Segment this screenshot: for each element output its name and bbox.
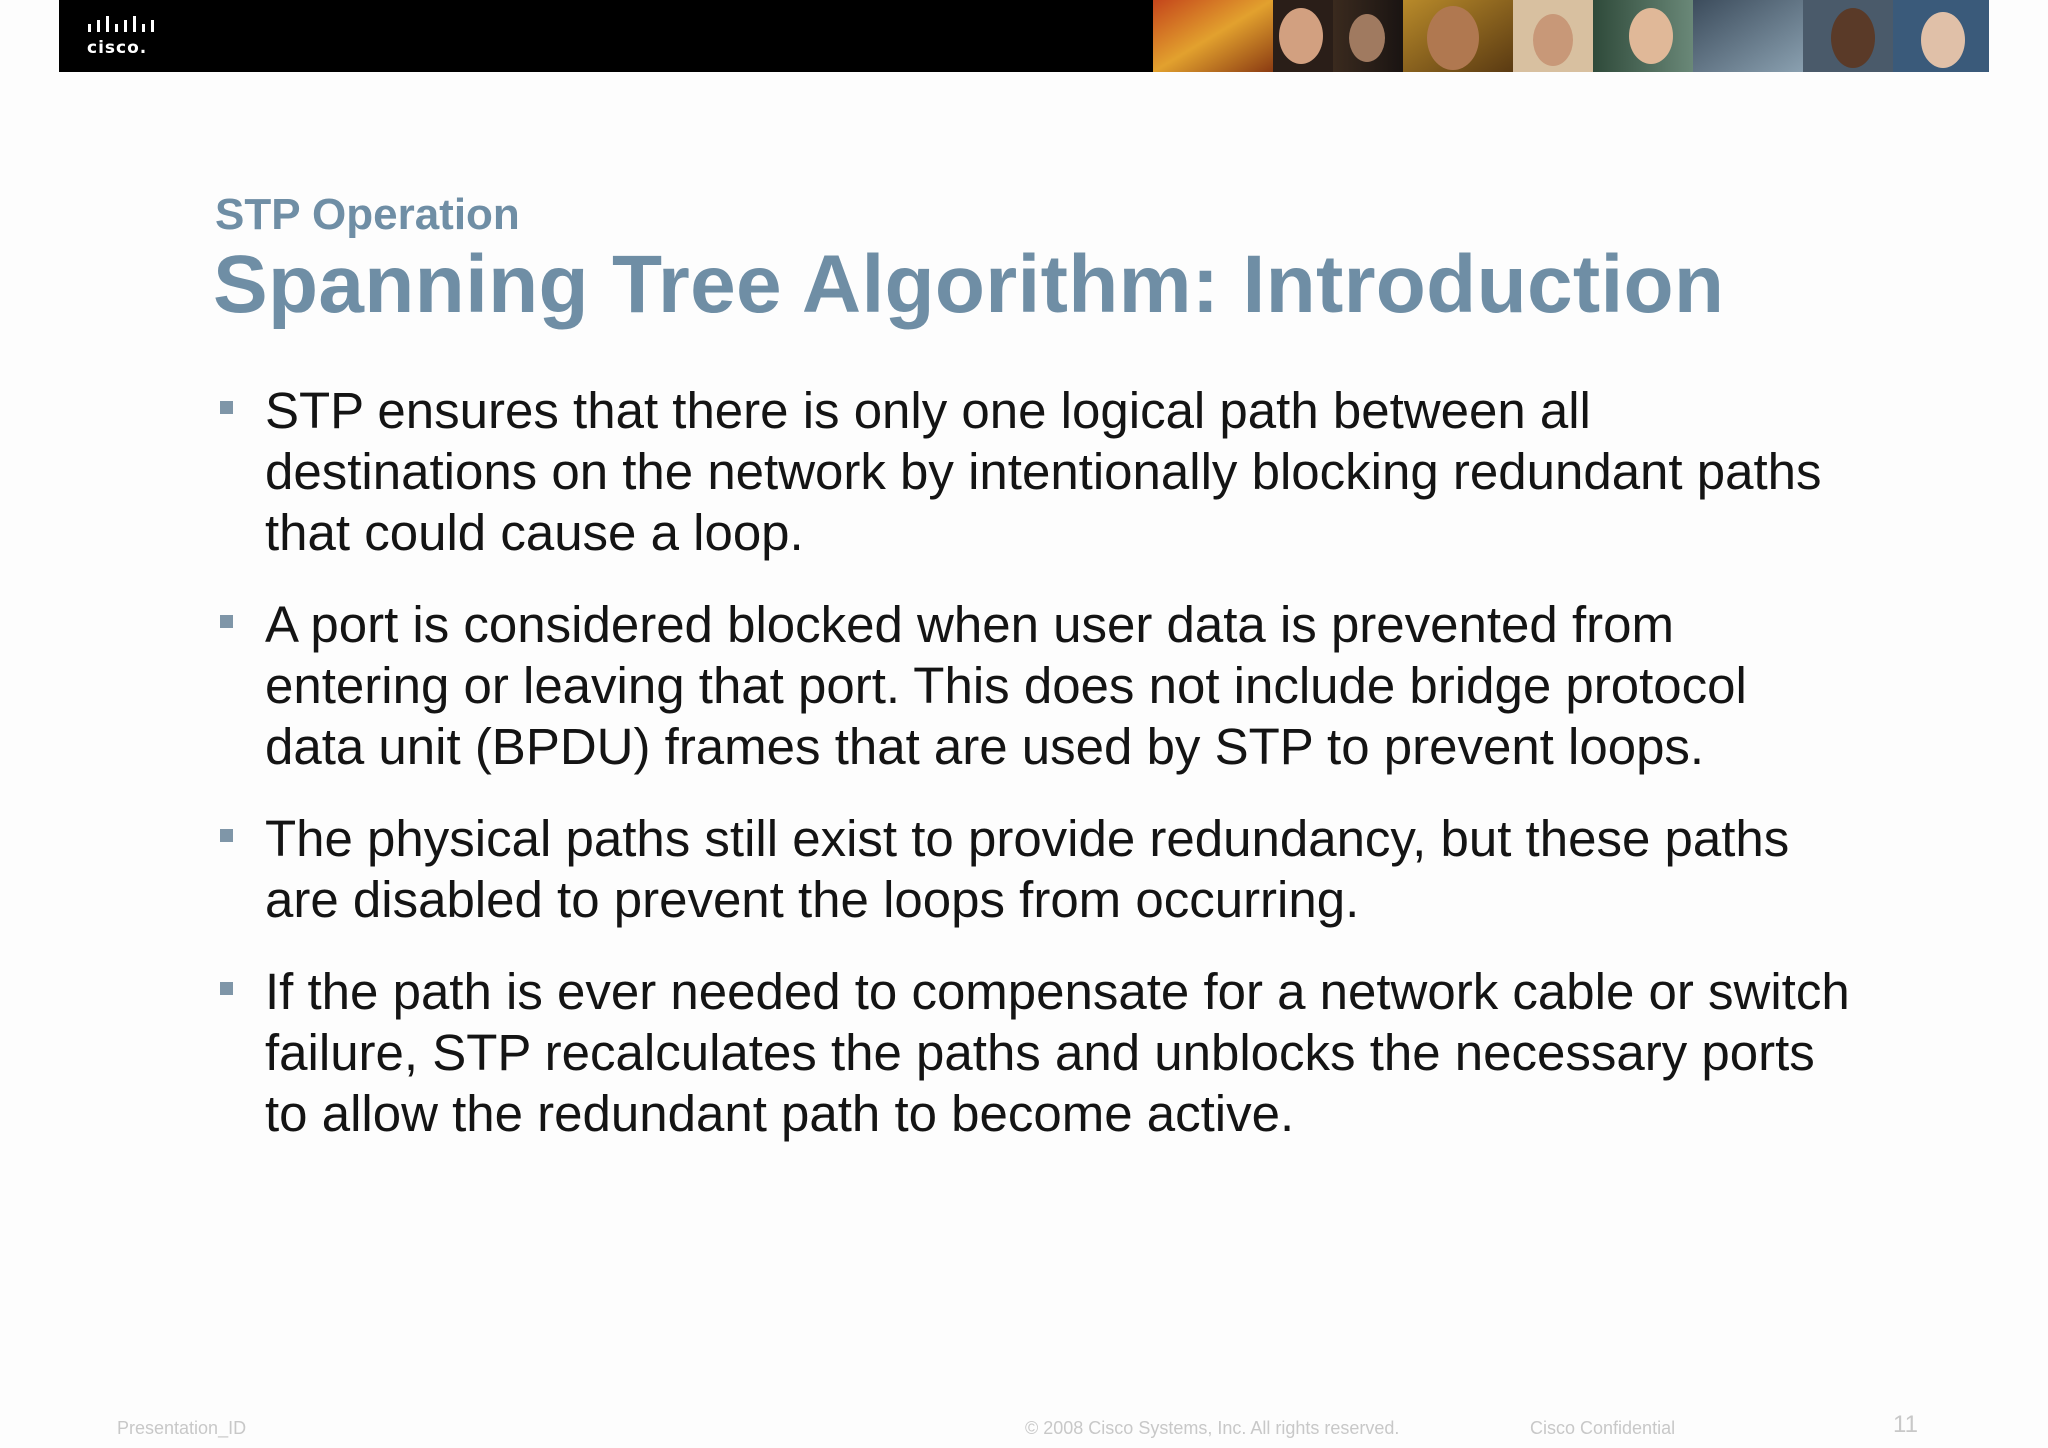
bullet-item (215, 380, 1855, 563)
bullet-item (215, 808, 1855, 930)
square-bullet-icon (220, 982, 233, 995)
bullet-text: If the path is ever needed to compensate for a network cable or switch failure, STP recalculates the paths and unblocks the necessary ports to allow the redundant path to become active. (265, 963, 1850, 1142)
page-number: 11 (1893, 1411, 1918, 1438)
section-title: STP Operation (215, 190, 520, 239)
cisco-logo-text: cisco. (87, 38, 148, 58)
bullet-item (215, 961, 1855, 1144)
square-bullet-icon (220, 401, 233, 414)
banner-photo-collage (1153, 0, 1989, 72)
bullet-text: A port is considered blocked when user data is prevented from entering or leaving that port. This does not include bridge protocol data unit (BPDU) frames that are used by STP to prevent loops. (265, 596, 1747, 775)
bullet-text: The physical paths still exist to provide redundancy, but these paths are disabled to prevent the loops from occurring. (265, 810, 1790, 928)
footer-copyright: © 2008 Cisco Systems, Inc. All rights reserved. (1025, 1418, 1400, 1438)
bullet-text: STP ensures that there is only one logical path between all destinations on the network by intentionally blocking redundant paths that could cause a loop. (265, 382, 1822, 561)
footer-presentation-id: Presentation_ID (117, 1418, 247, 1438)
slide-title: Spanning Tree Algorithm: Introduction (213, 239, 1725, 330)
square-bullet-icon (220, 615, 233, 628)
bullet-item (215, 594, 1855, 777)
cisco-logo (86, 14, 170, 62)
footer-confidential: Cisco Confidential (1530, 1418, 1676, 1438)
header-bar (59, 0, 1989, 72)
bullet-list (215, 380, 1855, 1175)
square-bullet-icon (220, 829, 233, 842)
cisco-bridge-logo-icon (86, 14, 170, 36)
